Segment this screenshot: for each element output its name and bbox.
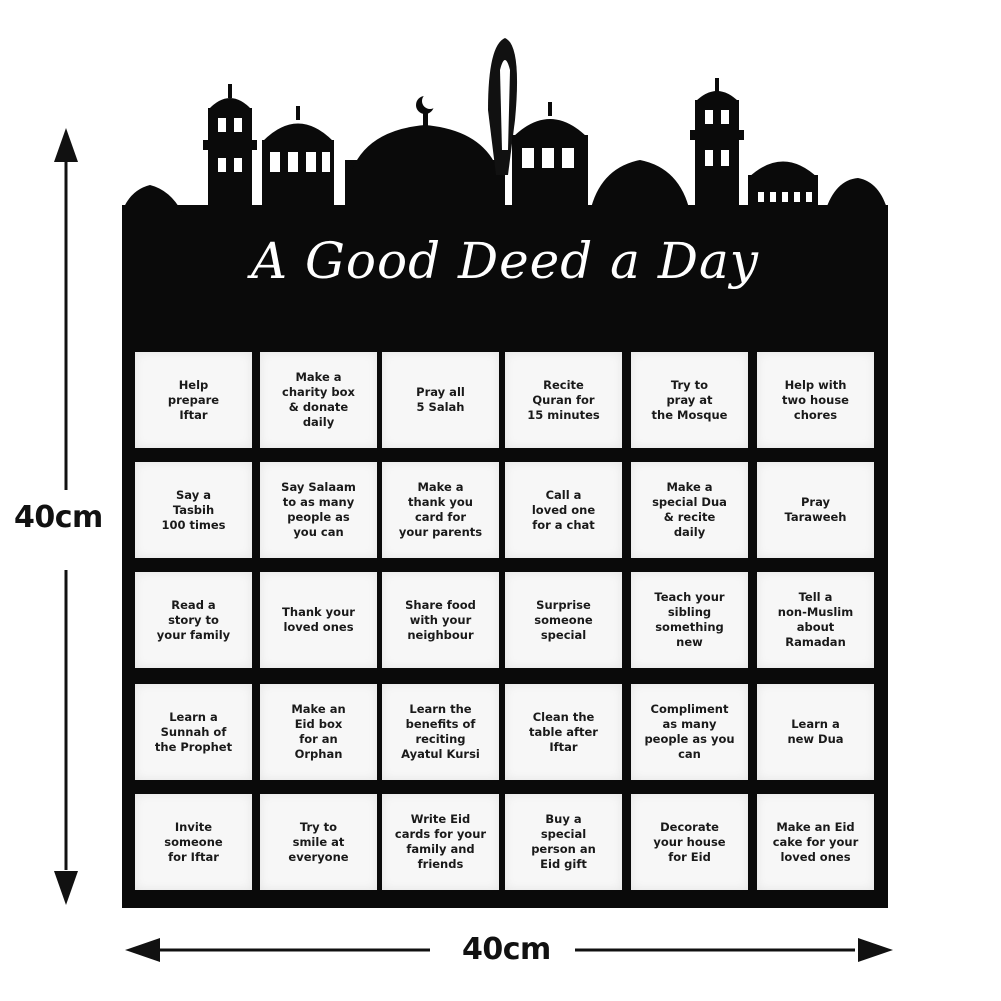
deed-card: Make a charity box & donate daily	[260, 352, 377, 448]
height-label: 40cm	[14, 500, 103, 535]
deed-card: Thank your loved ones	[260, 572, 377, 668]
deed-card: Say a Tasbih 100 times	[135, 462, 252, 558]
deed-card: Learn a new Dua	[757, 684, 874, 780]
deed-card: Tell a non-Muslim about Ramadan	[757, 572, 874, 668]
deed-card: Try to smile at everyone	[260, 794, 377, 890]
deed-card: Make a special Dua & recite daily	[631, 462, 748, 558]
deed-card: Call a loved one for a chat	[505, 462, 622, 558]
deed-card: Help prepare Iftar	[135, 352, 252, 448]
deed-card: Surprise someone special	[505, 572, 622, 668]
deed-card: Invite someone for Iftar	[135, 794, 252, 890]
deed-card: Recite Quran for 15 minutes	[505, 352, 622, 448]
deed-card: Learn the benefits of reciting Ayatul Kursi	[382, 684, 499, 780]
deed-card: Learn a Sunnah of the Prophet	[135, 684, 252, 780]
deed-card: Make an Eid cake for your loved ones	[757, 794, 874, 890]
crescent-icon	[416, 93, 438, 114]
deed-card: Write Eid cards for your family and friends	[382, 794, 499, 890]
deed-card: Read a story to your family	[135, 572, 252, 668]
deed-card: Teach your sibling something new	[631, 572, 748, 668]
width-label: 40cm	[462, 932, 551, 967]
deed-card: Share food with your neighbour	[382, 572, 499, 668]
deed-card: Say Salaam to as many people as you can	[260, 462, 377, 558]
deed-card: Help with two house chores	[757, 352, 874, 448]
deed-card: Make a thank you card for your parents	[382, 462, 499, 558]
deed-card: Pray all 5 Salah	[382, 352, 499, 448]
deed-card: Decorate your house for Eid	[631, 794, 748, 890]
deed-card: Buy a special person an Eid gift	[505, 794, 622, 890]
deed-card: Clean the table after Iftar	[505, 684, 622, 780]
banner-title: A Good Deed a Day	[250, 232, 760, 290]
deed-card: Try to pray at the Mosque	[631, 352, 748, 448]
deed-card: Make an Eid box for an Orphan	[260, 684, 377, 780]
deed-card: Pray Taraweeh	[757, 462, 874, 558]
deed-card: Compliment as many people as you can	[631, 684, 748, 780]
